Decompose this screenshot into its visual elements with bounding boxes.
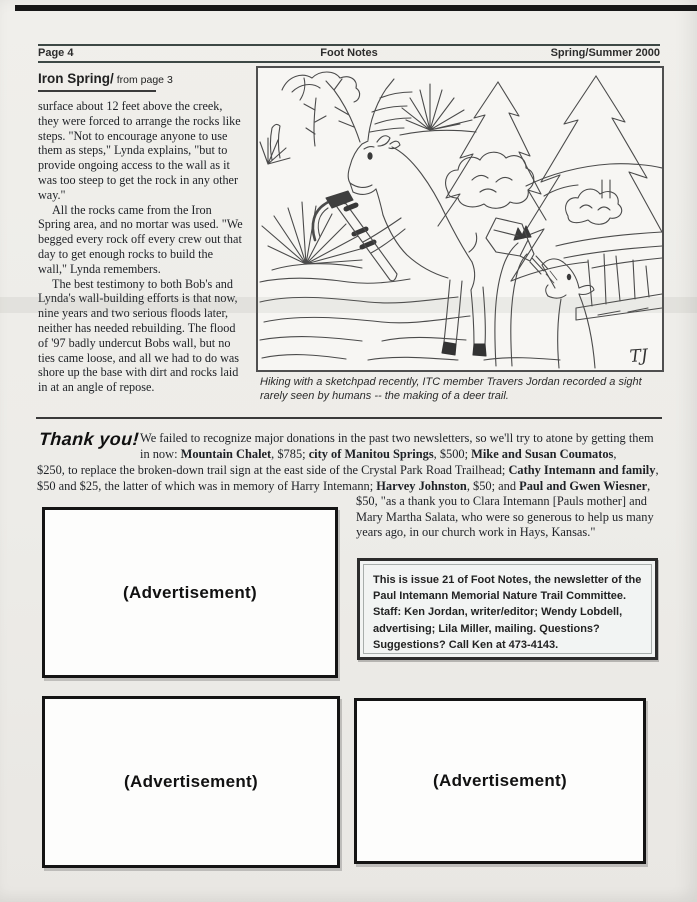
advertisement-box [42,507,338,678]
article-title-underline [38,90,156,92]
thank-you-text-part3: $50, "as a thank you to Clara Intemann [Pauls mother] and Mary Martha Salata, who were so generous to help us many years ago, in our church work in Hays, Kansas." [356,494,654,540]
thank-you-text-part1: We failed to recognize major donations in the past two newsletters, so we'll try to atone by getting them in now: Mountain Chalet, $785; city of Manitou Springs, $500; Mike and Susan Coumatos, [140,431,654,461]
page-header [38,47,660,60]
issue-date: Spring/Summer 2000 [550,47,660,59]
issue-info-box [357,558,658,660]
article-body [38,99,245,395]
illustration-caption: Hiking with a sketchpad recently, ITC member Travers Jordan recorded a sight rarely seen by humans -- the making of a deer trail. [260,376,642,402]
advertisement-box [42,696,340,868]
advertisement-label: (Advertisement) [124,772,258,791]
advertisement-box [354,698,646,864]
advertisement-label: (Advertisement) [433,771,567,790]
scan-edge-bar [15,5,697,11]
deer-illustration [256,66,664,372]
deer-sketch [258,68,662,370]
thank-you-heading: Thank you! [38,429,140,449]
newsletter-title: Foot Notes [320,47,378,59]
article-paragraph: All the rocks came from the Iron Spring area, and no mortar was used. "We begged every rock off every crew out that day to get enough rocks to build the wall," Lynda remembers. [38,202,243,276]
issue-info-text: This is issue 21 of Foot Notes, the newsletter of the Paul Intemann Memorial Nature Trail Committee. Staff: Ken Jordan, writer/editor; Wendy Lobdell, advertising; Lila Miller, mailing. Questions? Suggestions? Call Ken at 473-4143. [363,564,652,654]
article-heading [38,70,173,88]
header-rule-top [38,44,660,46]
article-paragraph: The best testimony to both Bob's and Lynda's wall-building efforts is that now, nine years and two serious floods later, neither has needed rebuilding. The flood of '97 badly undercut Bobs wall, but no ties came loose, and all we had to do was shore up the base with dirt and rocks laid in at an angle of repose. [38,276,240,395]
article-paragraph: surface about 12 feet above the creek, they were forced to arrange the rocks like steps. "Not to encourage anyone to use them as steps," Lynda explains, "but to provide ongoing access to the wall as it was too steep to get the rock in any other way." [38,99,241,202]
page-number: Page 4 [38,47,74,59]
article-continued-from: from page 3 [116,74,173,86]
artist-signature: TJ [628,345,649,367]
advertisement-label: (Advertisement) [123,582,257,602]
header-rule-bottom [38,61,660,63]
section-divider-rule [36,417,662,419]
thank-you-text-part2: $250, to replace the broken-down trail sign at the east side of the Crystal Park Road Trailhead; Cathy Intemann and family, $50 and $25, the latter of which was in memory of Harry Intemann; Harvey Johnston, $50; and Paul and Gwen Wiesner, [37,463,659,493]
article-title: Iron Spring/ [38,71,114,86]
